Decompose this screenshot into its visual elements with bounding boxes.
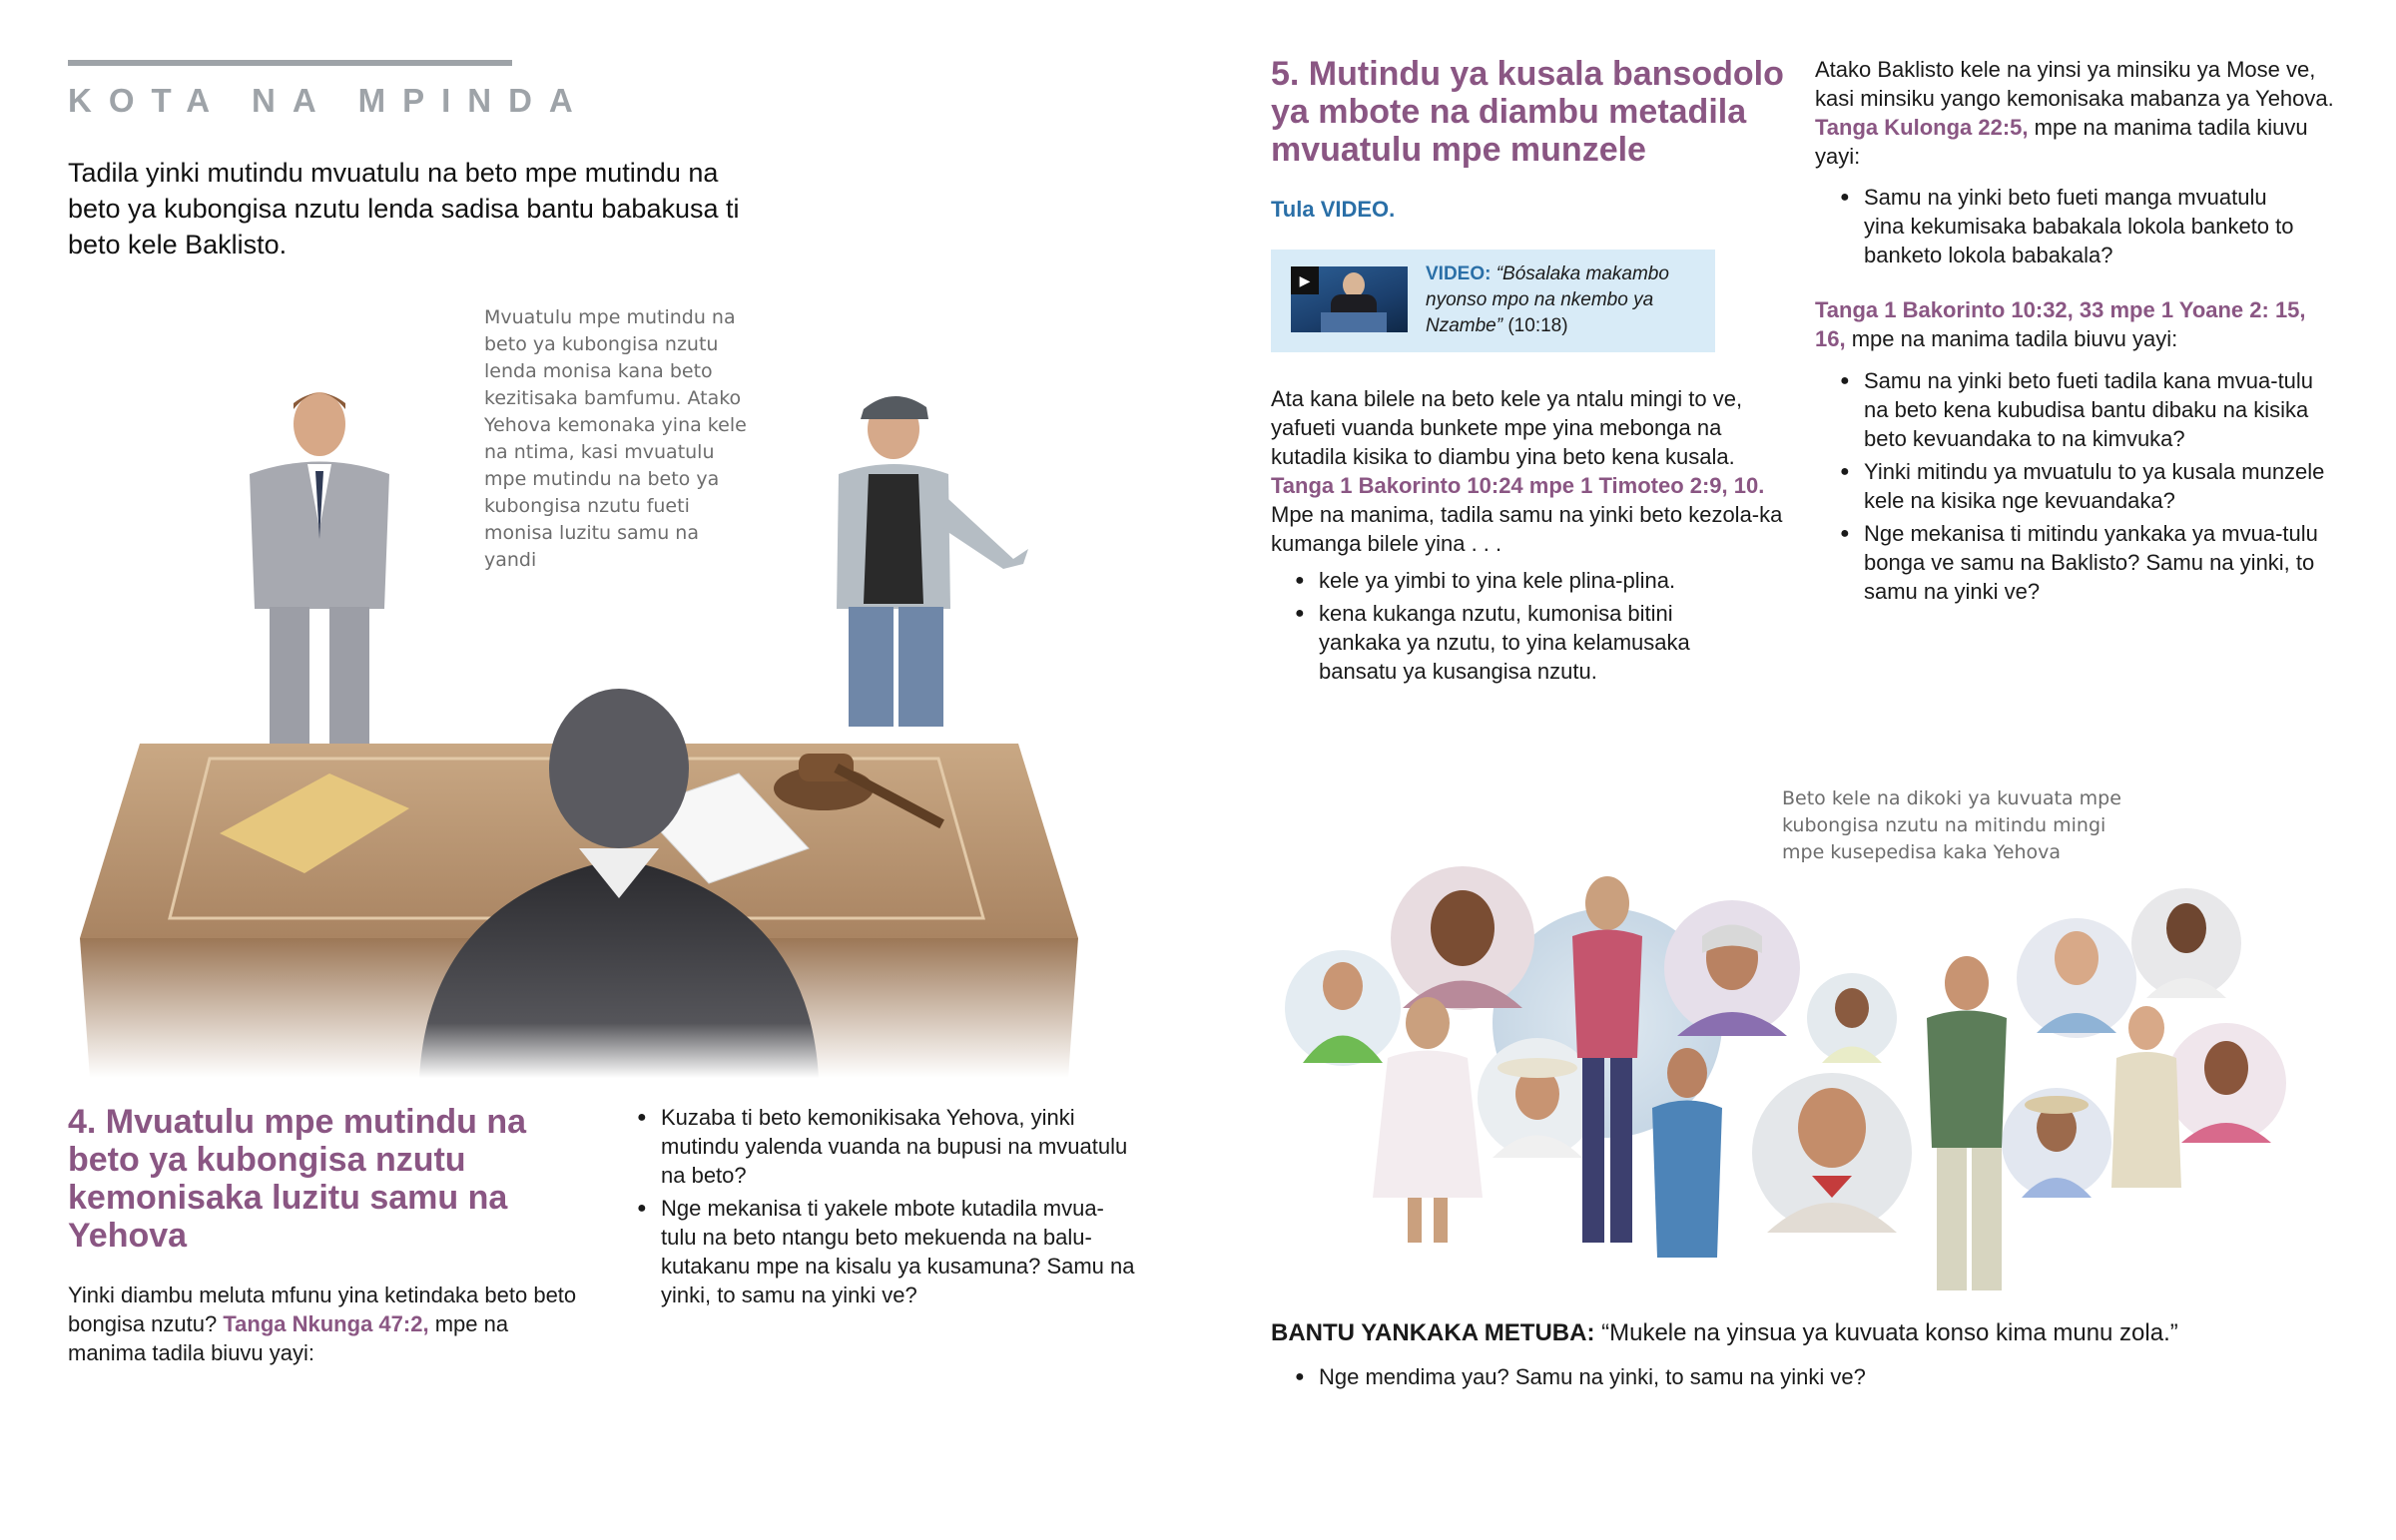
list-item: ● Yinki mitindu ya mvuatulu to ya kusala munzele kele na kisika nge kevuandaka? (1840, 457, 2329, 515)
portrait-elderly-woman (1664, 900, 1800, 1036)
mose-paragraph (1815, 55, 2334, 171)
woman-beige-dress (2111, 1006, 2181, 1188)
mose-questions (1840, 183, 2309, 273)
list-item: ● kena kukanga nzutu, kumonisa bitini yankaka ya nzutu, to yina kelamusaka bansatu ya kusangisa nzutu. (1295, 599, 1744, 686)
portrait-man-white-shirt (2131, 888, 2241, 998)
section4-paragraph (68, 1281, 592, 1367)
scripture-ref-yoane[interactable]: Tanga 1 Bakorinto 10:32, 33 mpe 1 Yoane 2: 15, 16, (1815, 297, 2306, 351)
yoane-text-after: mpe na manima tadila biuvu yayi: (1851, 326, 2178, 351)
others-say-quote: “Mukele na yinsua ya kuvuata konso kima munu zola.” (1601, 1319, 2178, 1346)
section4-heading: 4. Mvuatulu mpe mutindu na beto ya kubongisa nzutu kemonisaka luzitu samu na Yehova (68, 1103, 527, 1255)
list-item: ● Samu na yinki beto fueti tadila kana mvua-tulu na beto kena kubudisa bantu dibaku na kisika beto kevuandaka to na kimvuka? (1840, 366, 2329, 453)
list-item: ● Nge mekanisa ti yakele mbote kutadila mvua-tulu na beto ntangu beto mekuenda na balu-kutakanu mpe na kisalu ya kusamuna? Samu na yinki, to samu na yinki ve? (637, 1194, 1136, 1309)
video-duration: (10:18) (1507, 315, 1568, 336)
section5-paragraph (1271, 384, 1785, 558)
list-item: ● Nge mekanisa ti mitindu yankaka ya mvua-tulu bonga ve samu na Baklisto? Samu na yinki, to samu na yinki ve? (1840, 519, 2329, 606)
section-rule (68, 60, 512, 66)
section5-text-after: Mpe na manima, tadila samu na yinki beto kezola-ka kumanga bilele yina . . . (1271, 502, 1783, 556)
section-label: KOTA NA MPINDA (68, 82, 590, 119)
man-in-suit (250, 392, 389, 757)
diverse-people-illustration (1278, 858, 2326, 1290)
portrait-woman-pink (2166, 1023, 2286, 1143)
section4-questions (637, 1103, 1136, 1313)
yoane-paragraph (1815, 295, 2314, 353)
portrait-man-straw-hat (2002, 1088, 2111, 1198)
list-item: ● Samu na yinki beto fueti manga mvuatulu yina kekumisaka babakala lokola banketo to banketo lokola babakala? (1840, 183, 2309, 269)
section5-heading: 5. Mutindu ya kusala bansodolo ya mbote na diambu metadila mvuatulu mpe munzele (1271, 55, 1784, 169)
portrait-older-man (1807, 973, 1897, 1063)
mose-text-after: mpe na manima tadila kiuvu yayi: (1815, 115, 2308, 169)
mose-text-before: Atako Baklisto kele na yinsi ya minsiku ya Mose ve, kasi minsiku yango kemonisaka mabanza ya Yehova. (1815, 57, 2334, 111)
play-video-instruction: Tula VIDEO. (1271, 197, 1396, 222)
people-caption: Beto kele na dikoki ya kuvuata mpe kubongisa nzutu na mitindu mingi mpe kusepedisa kaka Yehova (1782, 787, 2121, 863)
play-icon[interactable]: ▶ (1291, 266, 1319, 294)
list-item: ● Kuzaba ti beto kemonikisaka Yehova, yinki mutindu yalenda vuanda na bupusi na mvuatulu na beto? (637, 1103, 1136, 1190)
yoane-questions (1840, 366, 2329, 610)
intro-paragraph: Tadila yinki mutindu mvuatulu na beto mpe mutindu na beto ya kubongisa nzutu lenda sadisa bantu babakusa ti beto kele Baklisto. (68, 158, 740, 259)
court-caption: Mvuatulu mpe mutindu na beto ya kubongisa nzutu lenda monisa kana beto kezitisaka bamfumu. Atako Yehova kemonaka yina kele na ntima, kasi mvuatulu mpe mutindu na beto ya kubongisa nzutu fueti monisa luzitu samu na yandi (484, 306, 747, 571)
section5-text-before: Ata kana bilele na beto kele ya ntalu mingi to ve, yafueti vuanda bunkete mpe yina mebonga na kutadila kisika to diambu yina beto kena kusala. (1271, 386, 1743, 469)
portrait-boy-green (1285, 950, 1401, 1066)
portrait-grinning-man (1752, 1073, 1912, 1233)
scripture-ref-bakorinto[interactable]: Tanga 1 Bakorinto 10:24 mpe 1 Timoteo 2:9, 10. (1271, 473, 1765, 498)
young-man-in-cap (837, 396, 1028, 727)
section5-bullets (1295, 566, 1744, 690)
others-say-questions (1295, 1362, 2293, 1395)
others-say-line (1271, 1317, 2349, 1349)
video-title: “Bósalaka makambo nyonso mpo na nkembo ya Nzambe” (1426, 263, 1669, 336)
list-item: ● Nge mendima yau? Samu na yinki, to samu na yinki ve? (1295, 1362, 2293, 1391)
section4-text-before: Yinki diambu meluta mfunu yina ketindaka beto beto bongisa nzutu? (68, 1283, 577, 1336)
video-box[interactable] (1271, 250, 1715, 352)
portrait-smiling-man (1391, 866, 1534, 1010)
scripture-ref-nkunga[interactable]: Tanga Nkunga 47:2, (223, 1311, 429, 1336)
others-say-label: BANTU YANKAKA METUBA: (1271, 1319, 1595, 1346)
scripture-ref-kulonga[interactable]: Tanga Kulonga 22:5, (1815, 115, 2029, 140)
section4-text-after: mpe na manima tadila biuvu yayi: (68, 1311, 509, 1365)
portrait-woman-blue (2017, 918, 2136, 1038)
video-label: VIDEO: (1426, 263, 1492, 284)
list-item: ● kele ya yimbi to yina kele plina-plina. (1295, 566, 1744, 595)
video-title-block[interactable] (1426, 261, 1710, 339)
woman-green-sweater (1927, 956, 2007, 1290)
